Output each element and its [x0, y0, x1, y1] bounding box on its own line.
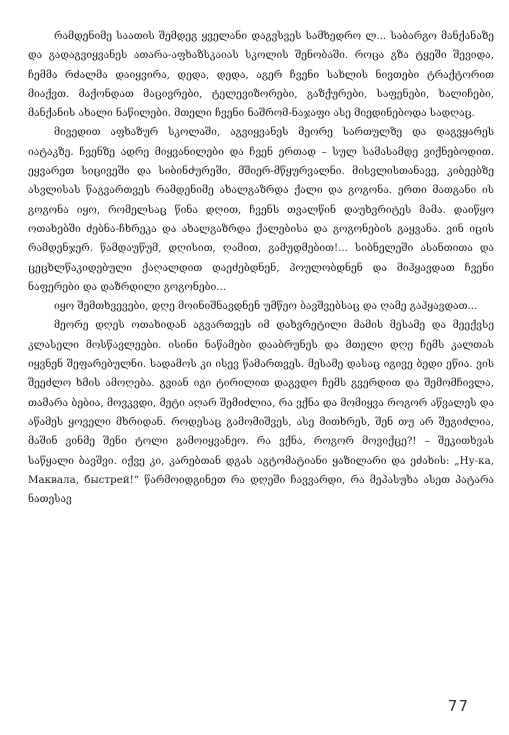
paragraph-1: რამდენიმე საათის შემდეგ ყველანი დაგვსვეს სამხედრო ლ... საბარგო მანქანაზე და გადაგვიყვანეს ათარა-აფხაზსკაიას სკოლის შენობაში. როცა გზა ტყეში შევიდა, ჩემმა რძალმა დაიყვირა, დედა, დედა, აგერ ჩვენი სახლის ნივთები ტრაქტორით მიაქვთ. მაქონდათ მაცივრები, ტელევიზორები, გაზქურები, საფენები, ხალიჩები, მანქანის ახალი ნაწილები. მთელი ჩვენი ნაშრომ-ნაჯაფი ასე მიედინებოდა სადღაც.: [28, 30, 494, 120]
paragraph-3: იყო შემთხვევები, დღე მოინიშნავდნენ უმწეო ბავშვებსაც და ღამე გაჰყავდათ...: [54, 300, 478, 313]
page-number: 77: [447, 697, 469, 715]
paragraph-4: მეორე დღეს ოთახიდან აგვართვეს იმ დახვრეტილი მამის მესამე და მეექვსე კლასელი მოსწავლეები. ისინი ნაწამები დააბრუნეს და მთელი დღე ჩემს კალთას იყვნენ შეფარებულნი. სადამოს კი ისევ წამართვეს. მესამე დასაც იგივე ბედი ეწია. ვის შეეძლო ხმის ამოღება. გვიან იგი ტირილით დაგვდო ჩემს გვერდით და შემომჩივლა, თამარა ბებია, მოვკვდი, მეტი აღარ შემიძლია, რა ვქნა და მომიყვა როგორ აწვალეს და აწამეს ყოველი მხრიდან. როდესაც გამომიშვეს, ასე მითხრეს, შენ თუ არ შეგიძლია, მაშინ ვინმე შენი ტოლი გამოიყვანეო. რა ვქნა, როგორ მოვიქცე?! – შეკითხვას საწყალი ბავშვი. იქვე კი, კარებთან დგას აგტომატიანი ყაზილარი და ეძახის: „Ну-ка, Маквала, быстрей!“ წარმოიდგინეთ რა დღეში ჩავვარდი, რა მეპასუხა ასეთ პატარა ნათესავ: [28, 319, 494, 506]
body-text: [28, 27, 494, 509]
paragraph-2: მივედით აფხაზურ სკოლაში, აგვიყვანეს მეორე სართულზე და დაგვყარეს იატაკზე. ჩვენზე ადრე მიყვანილები და ჩვენ ერთად – სულ სამასამდე ვიქნებოდით. ეყვარეთ სიცივეში და სიბინძურეში, მშიერ-მწყურვალნი. მისვლისთანავე, კიბეებზე ასვლისას წაგვართვეს რამდენიმე ახალგაზრდა ქალი და გოგონა. ერთი მათგანი ის გოგონა იყო, რომელსაც წინა დღით, ჩვენს თვალწინ დაუხვრიტეს მამა. დაიწყო ოთახებში ძებნა-ჩხრეკა და ახალგაზრდა ქალებისა და გოგონების გაყვანა. ვინ იცის რამდენჯერ. წამდაუწუმ, დღისით, ღამით, გამუდმებით!... სიბნელეში ასანთითა და ცეცხლწაკიდებული ქაღალდით დაეძებდნენ, პოულობდნენ და მიჰყავდათ ჩვენი ნაფერები და დაზრდილი გოგონები...: [28, 126, 494, 293]
